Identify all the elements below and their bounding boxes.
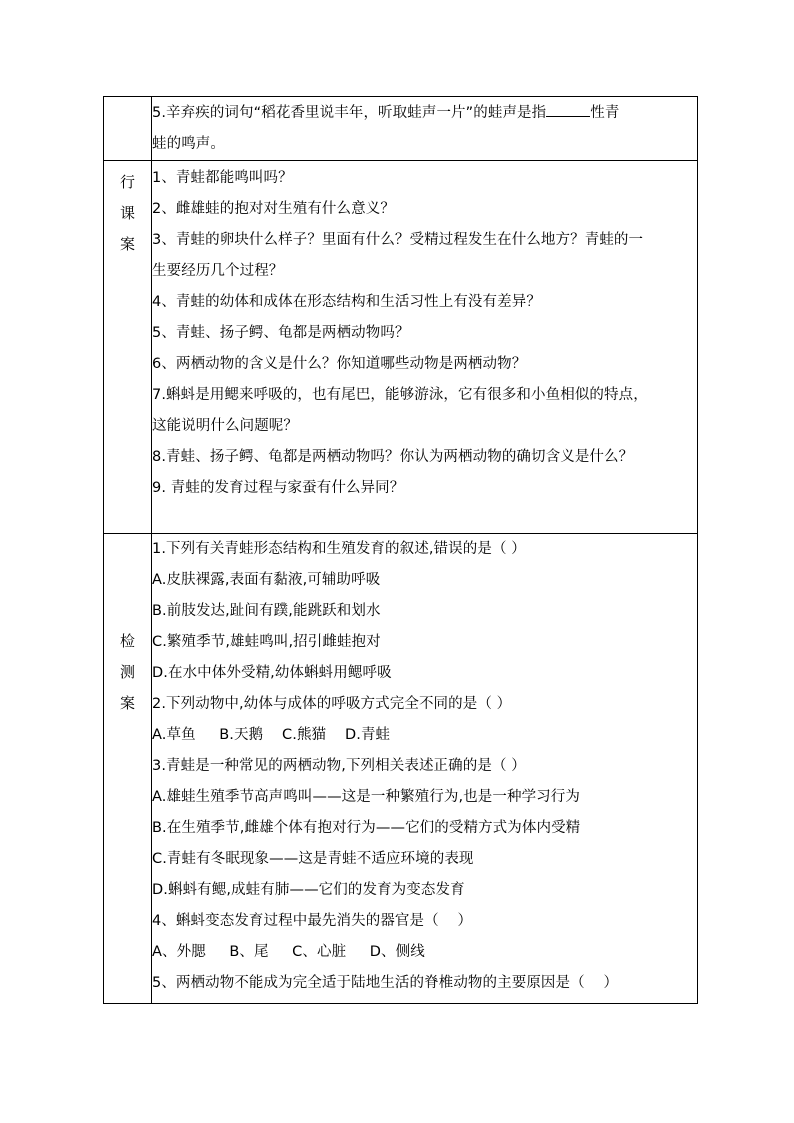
fill-in-blank [546,102,590,117]
test-line: B.前肢发达,趾间有蹼,能跳跃和划水 [152,603,381,619]
row-content [152,534,698,1004]
text-line-end: 性青 [590,105,620,121]
question-line: 6、两栖动物的含义是什么？你知道哪些动物是两栖动物？ [152,356,527,372]
test-line: 4、蝌蚪变态发育过程中最先消失的器官是（ ） [152,913,473,929]
test-line: C.青蛙有冬眠现象——这是青蛙不适应环境的表现 [152,851,474,867]
text-line: 蛙的鸣声。 [152,136,225,152]
row-content [152,97,698,161]
question-line: 5、青蛙、扬子鳄、龟都是两栖动物吗？ [152,325,410,341]
question-line: 生要经历几个过程？ [152,263,284,279]
test-line: C.繁殖季节,雄蛙鸣叫,招引雌蛙抱对 [152,634,381,650]
label-char: 行 [119,173,135,191]
row-label-test [104,534,152,1004]
test-line: 5、两栖动物不能成为完全适于陆地生活的脊椎动物的主要原因是（ ） [152,975,619,991]
test-line: 1.下列有关青蛙形态结构和生殖发育的叙述,错误的是（ ） [152,541,526,557]
label-char: 测 [119,663,135,681]
text-line [152,98,697,129]
question-line: 4、青蛙的幼体和成体在形态结构和生活习性上有没有差异？ [152,294,541,310]
text-line-start: 5.辛弃疾的词句“稻花香里说丰年，听取蛙声一片”的蛙声是指 [152,105,547,121]
test-line: A.草鱼 B.天鹅 C.熊猫 D.青蛙 [152,727,391,743]
question-line: 8.青蛙、扬子鳄、龟都是两栖动物吗？你认为两栖动物的确切含义是什么？ [152,449,634,465]
question-line: 这能说明什么问题呢？ [152,418,298,434]
question-line: 7.蝌蚪是用鳃来呼吸的，也有尾巴，能够游泳，它有很多和小鱼相似的特点， [152,387,648,403]
question-line: 9. 青蛙的发育过程与家蚕有什么异同？ [152,480,405,496]
test-line: A.皮肤裸露,表面有黏液,可辅助呼吸 [152,572,381,588]
test-line: D.蝌蚪有鳃,成蛙有肺——它们的发育为变态发育 [152,882,465,898]
test-line: A.雄蛙生殖季节高声鸣叫——这是一种繁殖行为,也是一种学习行为 [152,789,580,805]
question-line: 2、雌雄蛙的抱对对生殖有什么意义？ [152,201,395,217]
question-line: 1、青蛙都能鸣叫吗？ [152,170,293,186]
question-line: 3、青蛙的卵块什么样子？里面有什么？受精过程发生在什么地方？青蛙的一 [152,232,644,248]
test-line: 2.下列动物中,幼体与成体的呼吸方式完全不同的是（ ） [152,696,512,712]
label-char: 案 [119,694,135,712]
table-row-lesson-plan [104,161,698,534]
test-line: D.在水中体外受精,幼体蝌蚪用鳃呼吸 [152,665,392,681]
test-line: A、外腮 B、尾 C、心脏 D、侧线 [152,944,425,960]
label-char: 课 [119,204,135,222]
test-line: B.在生殖季节,雌雄个体有抱对行为——它们的受精方式为体内受精 [152,820,581,836]
row-label-empty [104,97,152,161]
label-char: 案 [119,235,135,253]
label-char: 检 [119,632,135,650]
table-row-question-5 [104,97,698,161]
worksheet-table [103,96,698,1004]
table-row-test [104,534,698,1004]
row-label-lesson [104,161,152,534]
row-content [152,161,698,534]
test-line: 3.青蛙是一种常见的两栖动物,下列相关表述正确的是（ ） [152,758,526,774]
